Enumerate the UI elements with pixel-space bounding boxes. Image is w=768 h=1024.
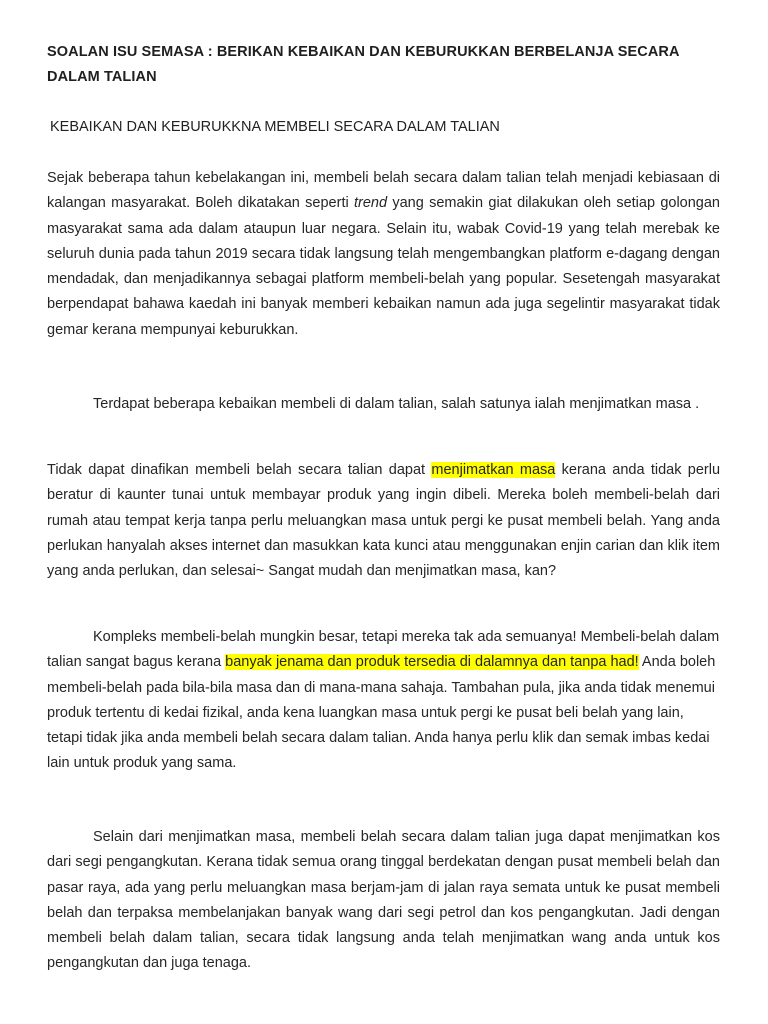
paragraph-pilihan-produk-text-b: Anda boleh membeli-belah pada bila-bila masa dan di mana-mana sahaja. Tambahan pula, jika anda tidak menemui produk tertentu di kedai fizikal, anda kena luangkan masa untuk pergi ke pusat beli belah yang lain, tetapi tidak jika anda membeli belah secara dalam talian. Anda hanya perlu klik dan semak imbas kedai lain untuk produk yang sama. [47,654,716,772]
paragraph-intro-text-b: yang semakin giat dilakukan oleh setiap golongan masyarakat sama ada dalam ataupun luar negara. Selain itu, wabak Covid-19 yang telah merebak ke seluruh dunia pada tahun 2019 secara tidak langsung telah mengembangkan platform e-dagang dengan mendadak, dan menjadikannya sebagai platform membeli-belah yang popular. Sesetengah masyarakat berpendapat bahawa kaedah ini banyak memberi kebaikan namun ada juga segelintir masyarakat tidak gemar kerana mempunyai keburukkan. [47,195,720,338]
paragraph-jimat-masa-text-b: kerana anda tidak perlu beratur di kaunter tunai untuk membayar produk yang ingin dibeli. Mereka boleh membeli-belah dari rumah atau tempat kerja tanpa perlu meluangkan masa untuk pergi ke pusat membeli belah. Yang anda perlukan hanyalah akses internet dan masukkan kata kunci atau menggunakan enjin carian dan klik item yang anda perlukan, dan selesai~ Sangat mudah dan menjimatkan masa, kan? [47,462,721,580]
emphasis-trend: trend [354,195,388,212]
paragraph-jimat-masa [47,458,720,584]
paragraph-intro-text-a: Sejak beberapa tahun kebelakangan ini, membeli belah secara dalam talian telah menjadi kebiasaan di kalangan masyarakat. Boleh dikatakan seperti [47,170,720,212]
paragraph-pilihan-produk-text-a: Kompleks membeli-belah mungkin besar, tetapi mereka tak ada semuanya! Membeli-belah dalam talian sangat bagus kerana [47,629,720,671]
paragraph-pilihan-produk [47,625,720,777]
document-title: SOALAN ISU SEMASA : BERIKAN KEBAIKAN DAN KEBURUKKAN BERBELANJA SECARA DALAM TALIAN [47,44,680,85]
document-subtitle: KEBAIKAN DAN KEBURUKKNA MEMBELI SECARA DALAM TALIAN [50,119,500,135]
paragraph-jimat-kos: Selain dari menjimatkan masa, membeli belah secara dalam talian juga dapat menjimatkan kos dari segi pengangkutan. Kerana tidak semua orang tinggal berdekatan dengan pusat membeli belah dan pasar raya, ada yang perlu meluangkan masa berjam-jam di jalan raya semata untuk ke pusat membeli belah dan terpaksa membelanjakan banyak wang dari segi petrol dan kos pengangkutan. Jadi dengan membeli belah dalam talian, secara tidak langsung anda telah menjimatkan wang anda untuk kos pengangkutan dan juga tenaga. [47,829,720,972]
paragraph-kebaikan-intro: Terdapat beberapa kebaikan membeli di dalam talian, salah satunya ialah menjimatkan masa . [93,396,700,412]
paragraph-intro [47,166,720,343]
paragraph-jimat-masa-text-a: Tidak dapat dinafikan membeli belah secara talian dapat [47,462,432,478]
highlight-banyak-jenama: banyak jenama dan produk tersedia di dalamnya dan tanpa had! [225,654,639,671]
highlight-menjimatkan-masa: menjimatkan masa [431,462,556,478]
